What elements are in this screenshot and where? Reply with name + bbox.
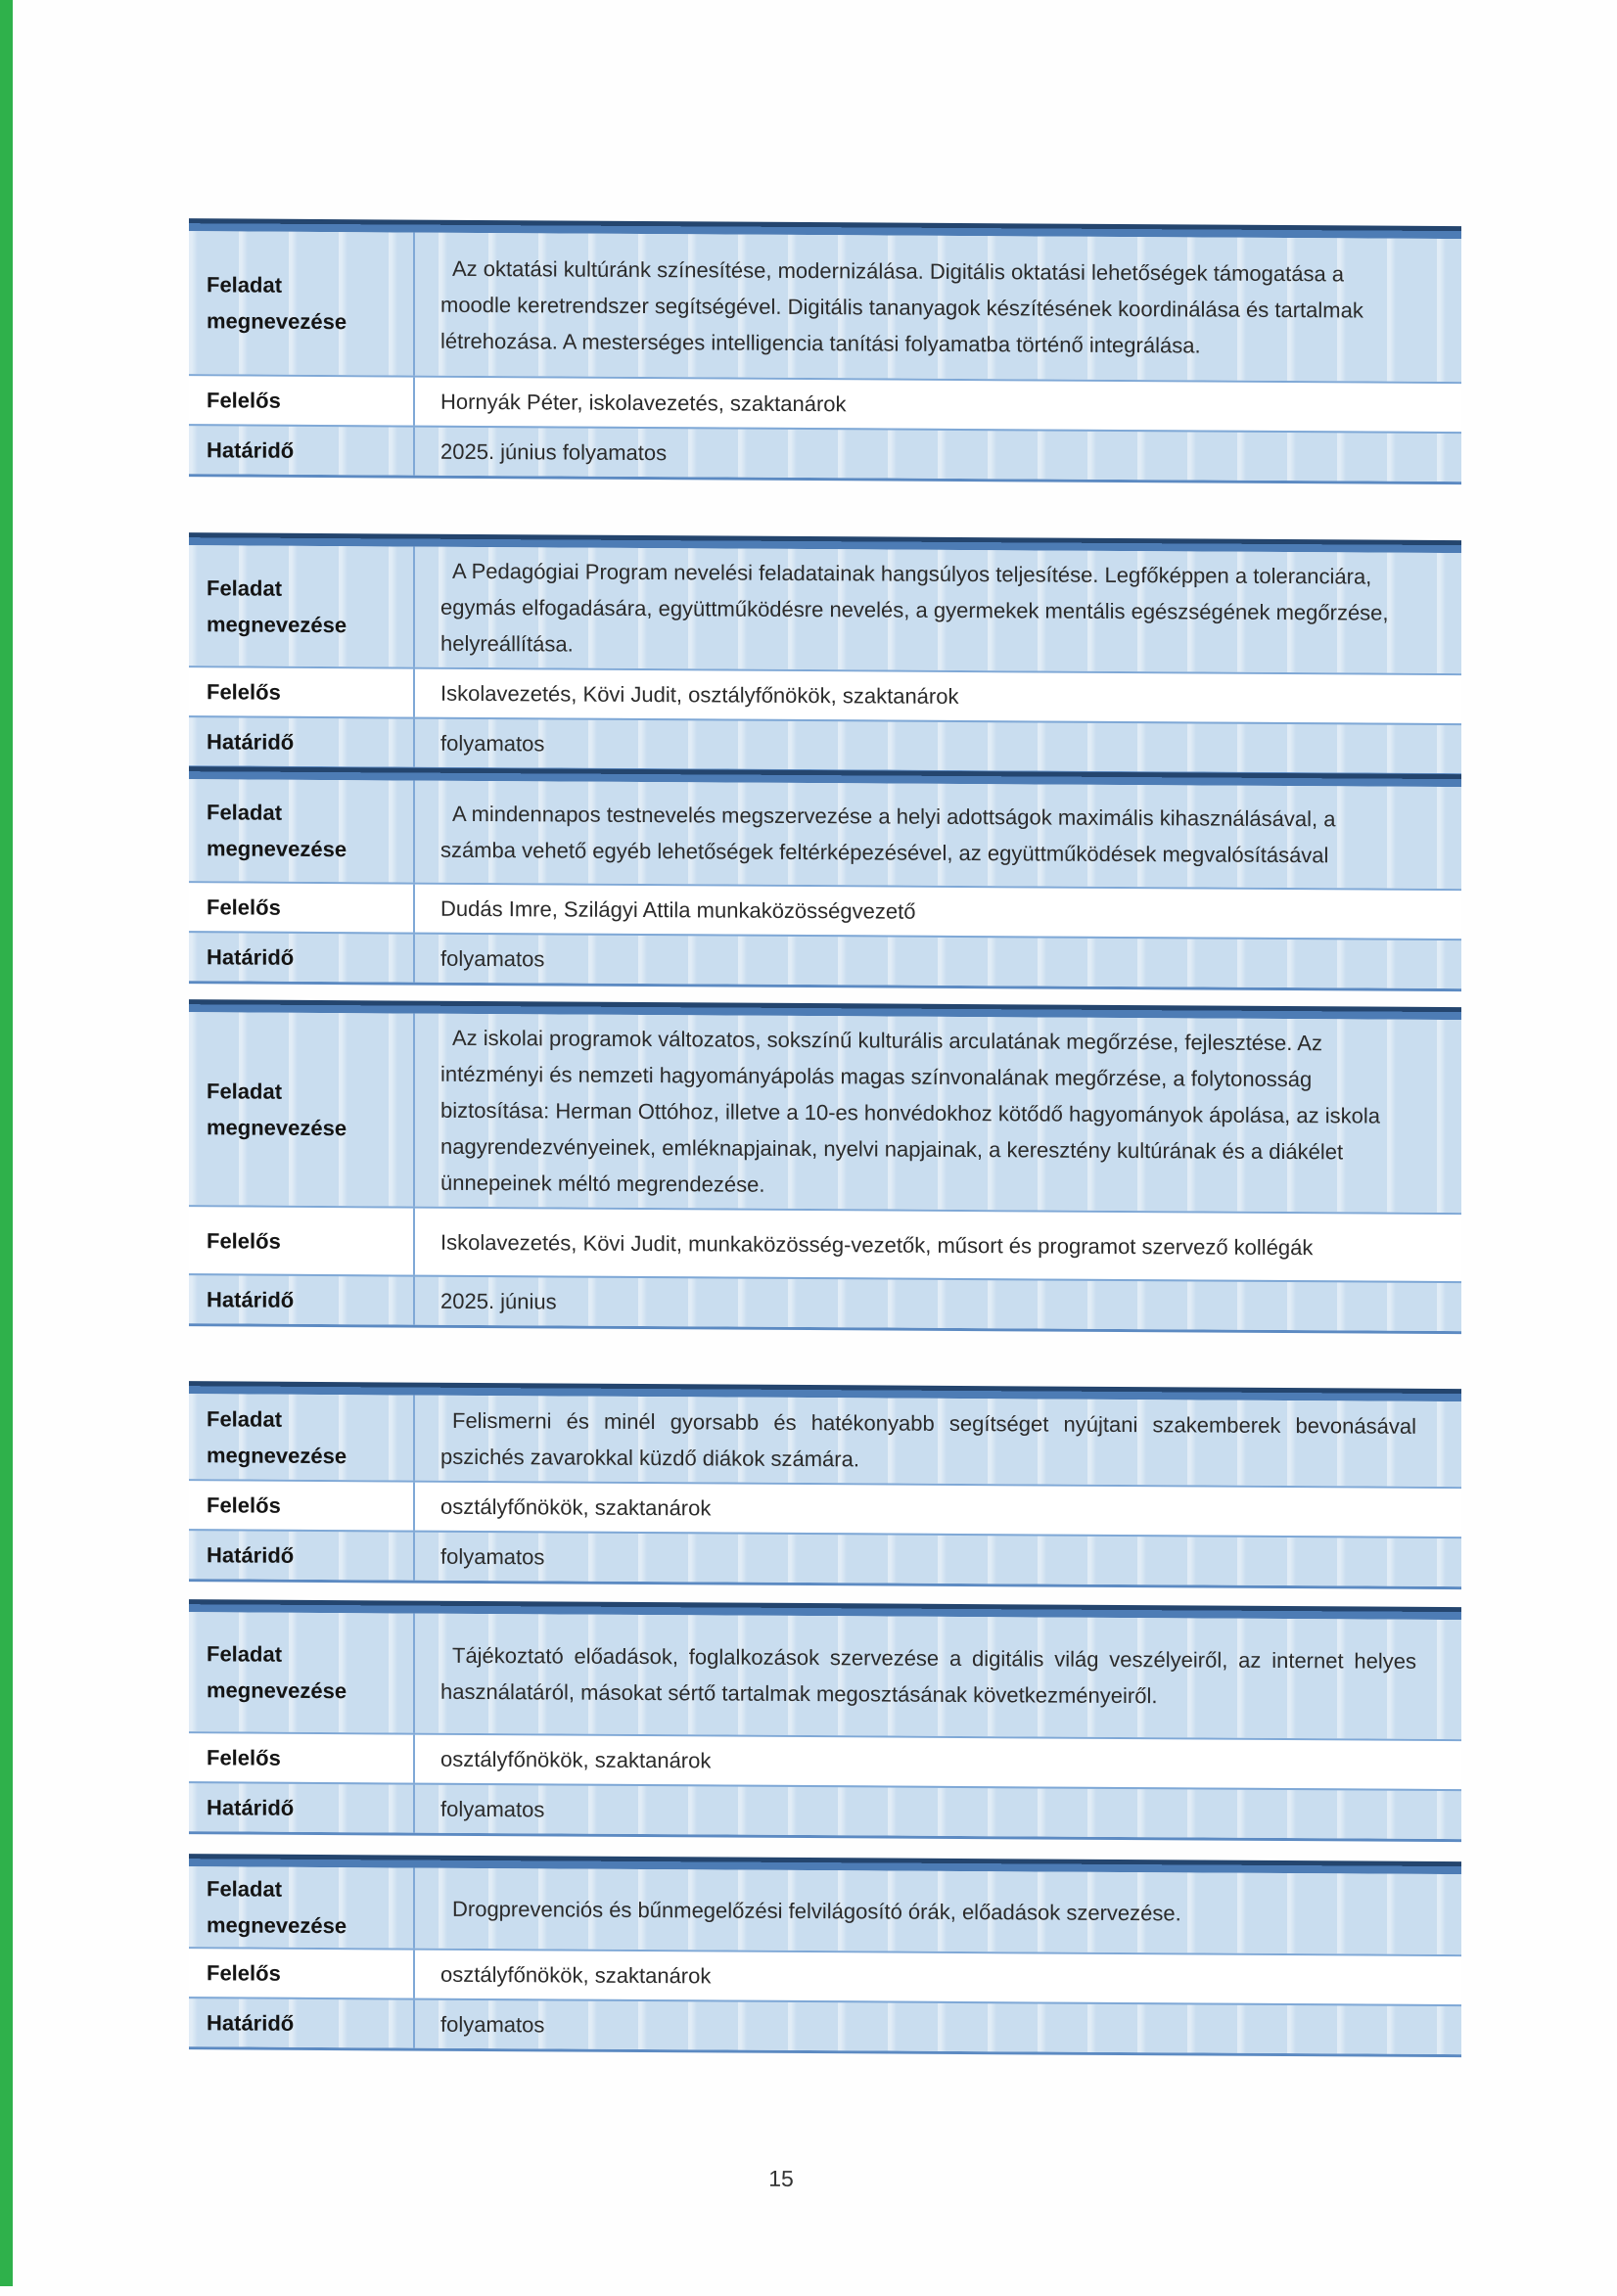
task-table-7	[189, 1854, 1461, 2057]
task-label	[189, 1866, 415, 1948]
responsible-value	[415, 1483, 1461, 1538]
responsible-label-text: Felelős	[207, 679, 281, 705]
page-number: 15	[768, 2165, 794, 2191]
deadline-label	[189, 933, 415, 982]
responsible-row	[189, 1205, 1461, 1281]
responsible-label-text: Felelős	[207, 895, 281, 920]
deadline-value-text: 2025. június	[440, 1288, 557, 1314]
task-label	[189, 1394, 415, 1480]
task-value	[415, 547, 1461, 674]
task-label-text: Feladat megnevezése	[207, 574, 347, 637]
responsible-label	[189, 1481, 415, 1530]
responsible-label	[189, 376, 415, 425]
task-label-text: Feladat megnevezése	[207, 1078, 347, 1140]
task-label	[189, 1012, 415, 1206]
deadline-label	[189, 1998, 415, 2047]
deadline-value	[415, 2000, 1461, 2055]
deadline-value	[415, 1533, 1461, 1587]
responsible-value-text: Dudás Imre, Szilágyi Attila munkaközösségvezető	[440, 895, 916, 924]
responsible-value	[415, 1951, 1461, 2005]
responsible-label-text: Felelős	[207, 1960, 281, 1986]
task-label	[189, 1612, 415, 1732]
responsible-value-text: osztályfőnökök, szaktanárok	[440, 1961, 712, 1989]
deadline-label	[189, 1275, 415, 1324]
deadline-label-text: Határidő	[207, 1542, 295, 1568]
task-table-6	[189, 1599, 1461, 1842]
task-value	[415, 1396, 1461, 1488]
deadline-label-text: Határidő	[207, 1795, 295, 1820]
responsible-value-text: osztályfőnökök, szaktanárok	[440, 1493, 712, 1521]
deadline-label	[189, 1783, 415, 1832]
responsible-label-text: Felelős	[207, 1745, 281, 1770]
responsible-value-text: osztályfőnökök, szaktanárok	[440, 1746, 712, 1773]
responsible-value-text: Iskolavezetés, Kövi Judit, osztályfőnökök, szaktanárok	[440, 680, 959, 709]
deadline-label-text: Határidő	[207, 437, 295, 463]
task-value-text: Felismerni és minél gyorsabb és hatékonyabb segítséget nyújtani szakemberek bevonásával pszichés zavarokkal küzdő diákok számára.	[440, 1407, 1416, 1471]
task-value	[415, 233, 1461, 383]
task-value-text: A mindennapos testnevelés megszervezése a helyi adottságok maximális kihasználásával, a számba vehető egyéb lehetőségek feltérképezésével, az együttműködések megvalósításával	[440, 801, 1336, 868]
deadline-row	[189, 1997, 1461, 2054]
responsible-value	[415, 1735, 1461, 1790]
task-row	[189, 231, 1461, 382]
deadline-value	[415, 428, 1461, 482]
deadline-value	[415, 935, 1461, 989]
responsible-label-text: Felelős	[207, 388, 281, 413]
task-value	[415, 1614, 1461, 1740]
responsible-row	[189, 1947, 1461, 2004]
task-value-text: Az oktatási kultúránk színesítése, modernizálása. Digitális oktatási lehetőségek támogatása a moodle keretrendszer segítségével. Digitális tananyagok készítésének koordinálása és tartalmak létrehozása. A mesterséges intelligencia tanítási folyamatba történő integrálása.	[440, 255, 1363, 357]
responsible-label-text: Felelős	[207, 1227, 281, 1254]
task-row	[189, 1394, 1461, 1487]
task-label	[189, 545, 415, 666]
responsible-value	[415, 1209, 1461, 1282]
responsible-value-text: Hornyák Péter, iskolavezetés, szaktanárok	[440, 389, 847, 417]
task-row	[189, 1012, 1461, 1213]
deadline-label	[189, 1531, 415, 1580]
task-table-3	[189, 766, 1461, 991]
task-label-text: Feladat megnevezése	[207, 1405, 347, 1468]
responsible-row	[189, 1479, 1461, 1537]
deadline-value	[415, 1785, 1461, 1840]
responsible-row	[189, 666, 1461, 723]
responsible-row	[189, 881, 1461, 939]
task-label-text: Feladat megnevezése	[207, 272, 347, 335]
deadline-value	[415, 1277, 1461, 1332]
deadline-value-text: folyamatos	[440, 730, 545, 757]
responsible-label	[189, 883, 415, 932]
task-value	[415, 1014, 1461, 1214]
task-table-4	[189, 999, 1461, 1334]
task-value-text: Az iskolai programok változatos, sokszínű kulturális arculatának megőrzése, fejlesztése. Az intézményi és nemzeti hagyományápolás magas színvonalának megőrzése, a folytonosság biztosítása: Herman Ottóhoz, illetve a 10-es honvédokhoz kötődő hagyományok ápolása, az iskola nagyrendezvényeinek, emléknapjainak, nyelvi napjainak, a keresztény kultúrának és a diákélet ünnepeinek méltó megrendezése.	[440, 1025, 1380, 1197]
deadline-value-text: folyamatos	[440, 2011, 545, 2038]
responsible-value-text: Iskolavezetés, Kövi Judit, munkaközösség-vezetők, műsort és programot szervező kollégák	[440, 1229, 1314, 1260]
task-value	[415, 781, 1461, 890]
responsible-value	[415, 378, 1461, 433]
deadline-row	[189, 1273, 1461, 1331]
task-label-text: Feladat megnevezése	[207, 800, 347, 862]
task-table-5	[189, 1381, 1461, 1589]
responsible-label	[189, 1733, 415, 1782]
deadline-value-text: folyamatos	[440, 1796, 545, 1822]
task-value-text: Drogprevenciós és bűnmegelőzési felvilágosító órák, előadások szervezése.	[452, 1896, 1181, 1925]
task-row	[189, 1612, 1461, 1739]
deadline-value	[415, 719, 1461, 774]
task-label	[189, 779, 415, 882]
deadline-label	[189, 717, 415, 766]
task-row	[189, 545, 1461, 673]
task-row	[189, 1866, 1461, 1954]
responsible-row	[189, 374, 1461, 432]
task-row	[189, 779, 1461, 889]
task-label	[189, 231, 415, 375]
responsible-label	[189, 1949, 415, 1998]
deadline-label-text: Határidő	[207, 944, 295, 970]
task-label-text: Feladat megnevezése	[207, 1876, 347, 1939]
deadline-row	[189, 1781, 1461, 1839]
responsible-label-text: Felelős	[207, 1492, 281, 1518]
task-label-text: Feladat megnevezése	[207, 1641, 347, 1704]
task-table-1	[189, 218, 1461, 484]
task-value-text: Tájékoztató előadások, foglalkozások szervezése a digitális világ veszélyeiről, az internet helyes használatáról, másokat sértő tartalmak megosztásának következményeiről.	[440, 1642, 1416, 1709]
task-value	[415, 1868, 1461, 1955]
deadline-label	[189, 426, 415, 475]
deadline-row	[189, 715, 1461, 773]
deadline-value-text: folyamatos	[440, 1543, 545, 1570]
deadline-row	[189, 1529, 1461, 1586]
responsible-value	[415, 885, 1461, 940]
deadline-label-text: Határidő	[207, 2010, 295, 2036]
responsible-label	[189, 667, 415, 716]
responsible-label	[189, 1207, 415, 1274]
responsible-value	[415, 669, 1461, 724]
deadline-label-text: Határidő	[207, 1287, 295, 1312]
deadline-value-text: 2025. június folyamatos	[440, 438, 668, 466]
deadline-row	[189, 424, 1461, 482]
responsible-row	[189, 1731, 1461, 1789]
deadline-label-text: Határidő	[207, 729, 295, 755]
deadline-value-text: folyamatos	[440, 945, 545, 972]
task-value-text: A Pedagógiai Program nevelési feladatainak hangsúlyos teljesítése. Legfőképpen a toleranciára, egymás elfogadására, együttműködésre nevelés, a gyermekek mentális egészségének megőrzése, helyreállítása.	[440, 558, 1389, 657]
deadline-row	[189, 931, 1461, 988]
task-table-2	[189, 532, 1461, 776]
